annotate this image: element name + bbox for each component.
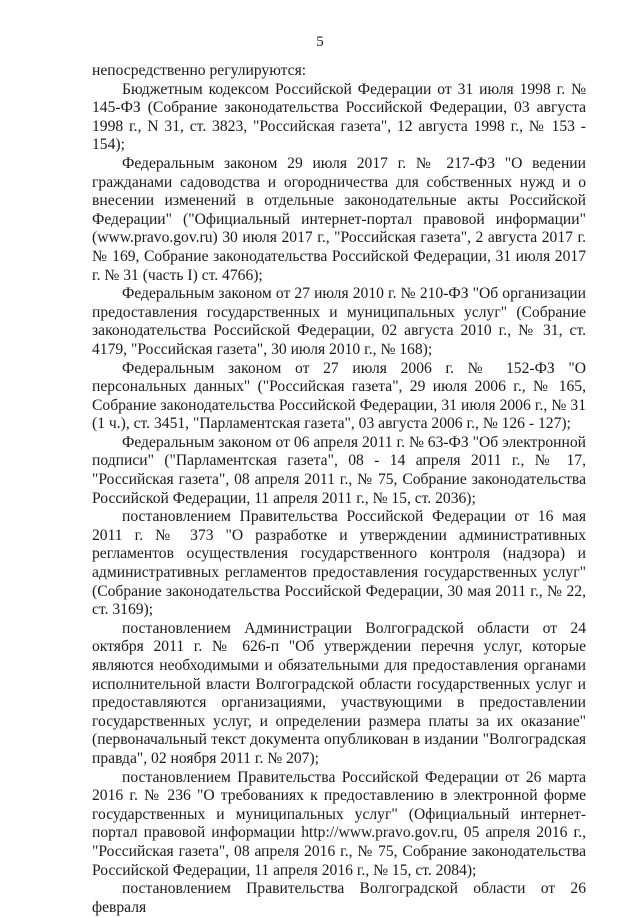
paragraph-law-152fz: Федеральным законом от 27 июля 2006 г. № 152-ФЗ "О персональных данных" ("Российская газета", 29 июля 2006 г., № 165, Собрание законодательства Российской Федерации, 31 июля 2006 г., № 31 (1 ч.), ст. 3451, "Парламентская газета", 03 августа 2006 г., № 126 - 127); [92, 359, 586, 433]
document-body [92, 62, 586, 917]
paragraph-law-210fz: Федеральным законом от 27 июля 2010 г. № 210-ФЗ "Об организации предоставления государственных и муниципальных услуг" (Собрание законодательства Российской Федерации, 02 августа 2010 г., № 31, ст. 4179, "Российская газета", 30 июля 2010 г., № 168); [92, 285, 586, 358]
paragraph-resolution-626p: постановлением Администрации Волгоградской области от 24 октября 2011 г. № 626-п "Об утверждении перечня услуг, которые являются необходимыми и обязательными для предоставления органами исполнительной власти Волгоградской области государственных услуг и предоставляются организациями, участвующими в предоставлении государственных услуг, и определении размера платы за их оказание" (первоначальный текст документа опубликован в издании "Волгоградская правда", 02 ноября 2011 г. № 207); [92, 619, 586, 767]
paragraph-budget-code: Бюджетным кодексом Российской Федерации от 31 июля 1998 г. № 145-ФЗ (Собрание законодательства Российской Федерации, 03 августа 1998 г., N 31, ст. 3823, "Российская газета", 12 августа 1998 г., № 153 - 154); [92, 80, 586, 154]
paragraph-law-63fz: Федеральным законом от 06 апреля 2011 г. № 63-ФЗ "Об электронной подписи" ("Парламентская газета", 08 - 14 апреля 2011 г., № 17, "Российская газета", 08 апреля 2011 г., № 75, Собрание законодательства Российской Федерации, 11 апреля 2011 г., № 15, ст. 2036); [92, 433, 586, 507]
paragraph-resolution-volgograd: постановлением Правительства Волгоградской области от 26 февраля [92, 880, 586, 916]
page-number: 5 [316, 34, 324, 50]
paragraph-law-217fz: Федеральным законом 29 июля 2017 г. № 217-ФЗ "О ведении гражданами садоводства и огородничества для собственных нужд и о внесении изменений в отдельные законодательные акты Российской Федерации" ("Официальный интернет-портал правовой информации" (www.pravo.gov.ru) 30 июля 2017 г., "Российская газета", 2 августа 2017 г. № 169, Собрание законодательства Российской Федерации, 31 июля 2017 г. № 31 (часть I) ст. 4766); [92, 154, 586, 284]
paragraph-intro: непосредственно регулируются: [92, 62, 307, 79]
paragraph-resolution-236: постановлением Правительства Российской Федерации от 26 марта 2016 г. № 236 "О требованиях к предоставлению в электронной форме государственных и муниципальных услуг" (Официальный интернет-портал правовой информации http://www.pravo.gov.ru, 05 апреля 2016 г., "Российская газета", 08 апреля 2016 г., № 75, Собрание законодательства Российской Федерации, 11 апреля 2016 г., № 15, ст. 2084); [92, 768, 586, 879]
paragraph-resolution-373: постановлением Правительства Российской Федерации от 16 мая 2011 г. № 373 "О разработке и утверждении административных регламентов осуществления государственного контроля (надзора) и административных регламентов предоставления государственных услуг" (Собрание законодательства Российской Федерации, 30 мая 2011 г., № 22, ст. 3169); [92, 508, 586, 619]
